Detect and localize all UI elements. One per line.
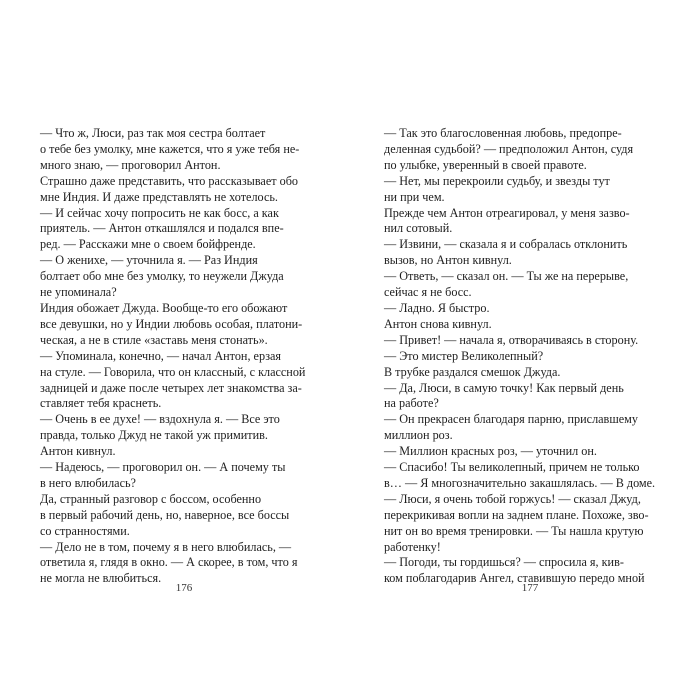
text-line: — Очень в ее духе! — вздохнула я. — Все это [40, 412, 280, 427]
text-line: перекрикивая вопли на заднем плане. Похоже, зво- [384, 507, 649, 522]
text-line: — И сейчас хочу попросить не как босс, а как [40, 205, 279, 220]
text-line: деленная судьбой? — предположил Антон, судя [384, 141, 634, 156]
text-line: работенку! [384, 539, 441, 554]
paragraph [40, 206, 322, 254]
text-line: — Ответь, — сказал он. — Ты же на перерыве, [384, 269, 629, 284]
text-line: ни при чем. [384, 189, 445, 204]
text-line: нит он во время тренировки. — Ты нашла крутую [384, 523, 644, 538]
text-line: — Упоминала, конечно, — начал Антон, ерзая [40, 348, 282, 363]
text-line: — Он прекрасен благодаря парню, приславшему [384, 412, 638, 427]
paragraph [40, 253, 322, 301]
paragraph [384, 460, 666, 492]
right-page-number: 177 [521, 582, 539, 594]
text-line: ответила я, глядя в окно. — А скорее, в том, что я [40, 555, 298, 570]
paragraph [40, 460, 322, 492]
paragraph [384, 444, 666, 460]
paragraph [40, 444, 322, 460]
paragraph [40, 174, 322, 206]
text-line: — О женихе, — уточнила я. — Раз Индия [40, 253, 258, 268]
text-line: — Миллион красных роз, — уточнил он. [384, 444, 597, 459]
text-line: задницей и даже после четырех лет знакомства за- [40, 380, 302, 395]
text-line: нил сотовый. [384, 221, 453, 236]
paragraph [40, 492, 322, 540]
text-line: — Погоди, ты гордишься? — спросила я, кив- [384, 555, 624, 570]
text-line: болтает обо мне без умолку, то неужели Джуда [40, 269, 284, 284]
text-line: вызов, но Антон кивнул. [384, 253, 512, 268]
text-line: на работе? [384, 396, 439, 411]
right-page [384, 126, 666, 587]
text-line: Антон снова кивнул. [384, 316, 492, 331]
text-line: Индия обожает Джуда. Вообще-то его обожают [40, 300, 288, 315]
text-line: по улыбке, уверенный в своей правоте. [384, 157, 587, 172]
paragraph [40, 412, 322, 444]
text-line: со странностями. [40, 523, 130, 538]
text-line: — Ладно. Я быстро. [384, 300, 490, 315]
text-line: В трубке раздался смешок Джуда. [384, 364, 561, 379]
text-line: миллион роз. [384, 428, 453, 443]
text-line: — Да, Люси, в самую точку! Как первый день [384, 380, 624, 395]
text-line: — Привет! — начала я, отворачиваясь в сторону. [384, 332, 639, 347]
paragraph [384, 269, 666, 301]
paragraph [40, 301, 322, 349]
paragraph [384, 317, 666, 333]
left-page [40, 126, 322, 587]
text-line: не упоминала? [40, 285, 117, 300]
text-line: ставляет тебя краснеть. [40, 396, 162, 411]
paragraph [40, 126, 322, 174]
paragraph [384, 333, 666, 365]
left-page-number: 176 [175, 582, 193, 594]
text-line: ческая, а не в стиле «заставь меня стонать». [40, 332, 268, 347]
text-line: — Это мистер Великолепный? [384, 348, 544, 363]
text-line: — Надеюсь, — проговорил он. — А почему ты [40, 460, 286, 475]
paragraph [384, 301, 666, 317]
text-line: — Что ж, Люси, раз так моя сестра болтает [40, 126, 266, 140]
text-line: мне Индия. И даже представлять не хотелось. [40, 189, 278, 204]
text-line: Да, странный разговор с боссом, особенно [40, 491, 262, 506]
paragraph [384, 174, 666, 206]
text-line: на стуле. — Говорила, что он классный, с классной [40, 364, 306, 379]
text-line: в… — Я многозначительно закашлялась. — В доме. [384, 475, 656, 490]
text-line: Страшно даже представить, что рассказывает обо [40, 173, 299, 188]
text-line: в первый рабочий день, но, наверное, все боссы [40, 507, 290, 522]
text-line: не могла не влюбиться. [40, 571, 162, 586]
paragraph [384, 126, 666, 174]
text-line: — Люси, я очень тобой горжусь! — сказал Джуд, [384, 491, 641, 506]
paragraph [384, 365, 666, 381]
text-line: правда, только Джуд не такой уж примитив. [40, 428, 268, 443]
text-line: Прежде чем Антон отреагировал, у меня зазво- [384, 205, 630, 220]
paragraph [384, 381, 666, 413]
text-line: ред. — Расскажи мне о своем бойфренде. [40, 237, 256, 252]
text-line: ком поблагодарив Ангел, ставившую передо мной [384, 571, 645, 586]
text-line: — Спасибо! Ты великолепный, причем не только [384, 460, 640, 475]
paragraph [384, 237, 666, 269]
paragraph [40, 349, 322, 413]
text-line: Антон кивнул. [40, 444, 116, 459]
text-line: о тебе без умолку, мне кажется, что я уже тебя не- [40, 141, 300, 156]
text-line: сейчас я не босс. [384, 285, 472, 300]
text-line: приятель. — Антон откашлялся и подался впе- [40, 221, 284, 236]
paragraph [384, 492, 666, 556]
paragraph [40, 540, 322, 588]
paragraph [384, 412, 666, 444]
text-line: — Извини, — сказала я и собралась отклонить [384, 237, 628, 252]
text-line: — Дело не в том, почему я в него влюбилась, — [40, 539, 292, 554]
text-line: — Нет, мы перекроили судьбу, и звезды тут [384, 173, 610, 188]
text-line: — Так это благословенная любовь, предопре- [384, 126, 622, 140]
text-line: в него влюбилась? [40, 475, 136, 490]
paragraph [384, 206, 666, 238]
text-line: много знаю, — проговорил Антон. [40, 157, 221, 172]
text-line: все девушки, но у Индии любовь особая, платони- [40, 316, 303, 331]
